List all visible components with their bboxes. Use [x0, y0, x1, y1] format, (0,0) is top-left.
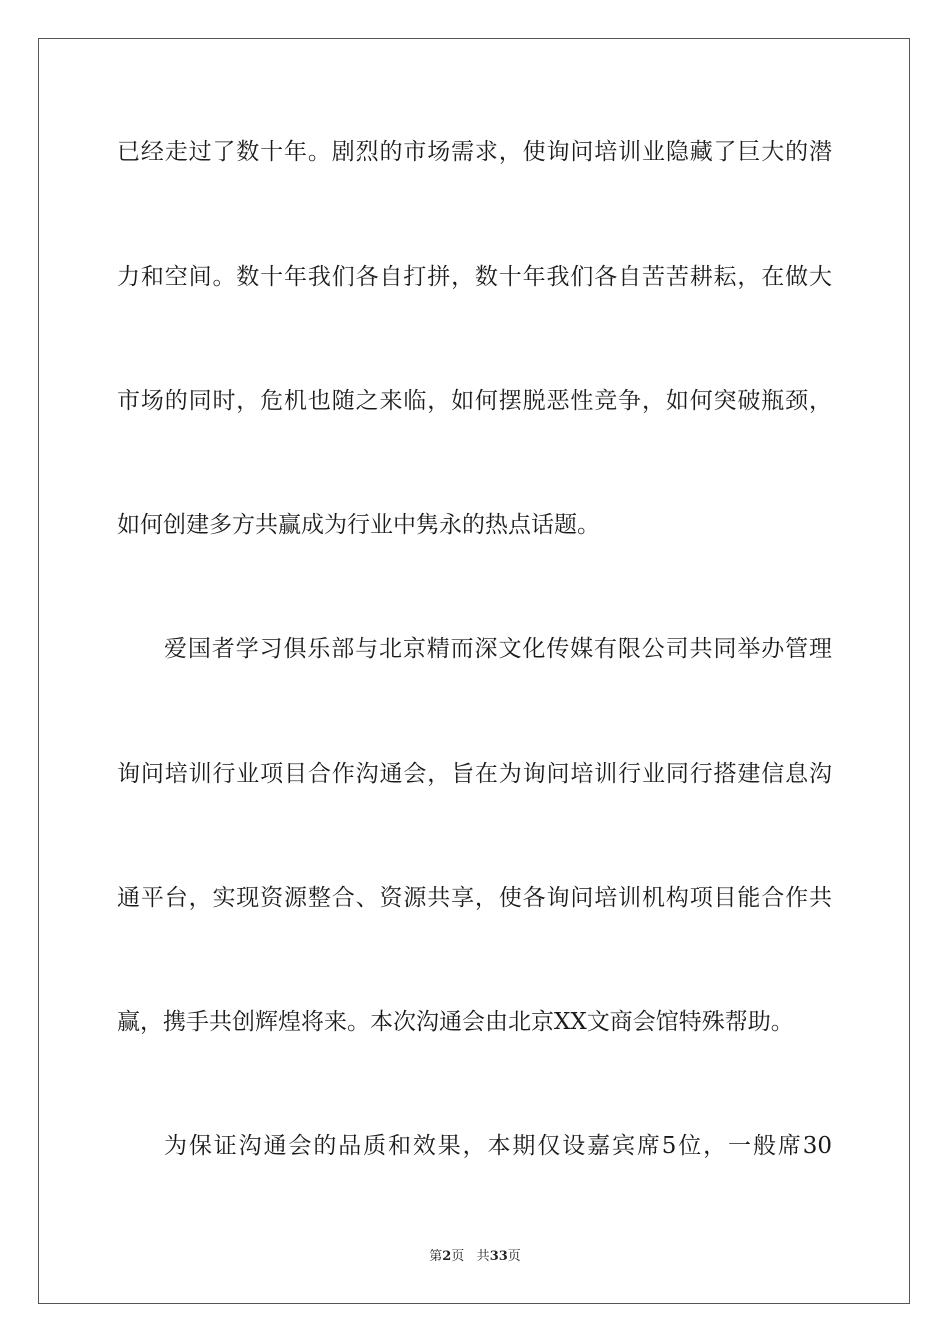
footer-page-suffix: 页 [451, 1249, 465, 1264]
footer-page-number: 2 [442, 1249, 452, 1264]
paragraph-line-8: 赢，携手共创辉煌将来。本次沟通会由北京XX文商会馆特殊帮助。 [117, 1009, 794, 1035]
footer-total-pages: 33 [489, 1249, 508, 1264]
footer-total-prefix: 共 [476, 1249, 490, 1264]
paragraph-line-9: 为保证沟通会的品质和效果，本期仅设嘉宾席5位，一般席30 [164, 1133, 832, 1159]
paragraph-line-4: 如何创建多方共赢成为行业中隽永的热点话题。 [117, 512, 600, 538]
paragraph-line-1: 已经走过了数十年。剧烈的市场需求，使询问培训业隐藏了巨大的潜 [117, 139, 832, 165]
paragraph-line-5: 爱国者学习俱乐部与北京精而深文化传媒有限公司共同举办管理 [164, 636, 832, 662]
paragraph-line-3: 市场的同时，危机也随之来临，如何摆脱恶性竞争，如何突破瓶颈， [117, 388, 832, 414]
paragraph-line-2: 力和空间。数十年我们各自打拼，数十年我们各自苦苦耕耘，在做大 [117, 264, 832, 290]
paragraph-line-7: 通平台，实现资源整合、资源共享，使各询问培训机构项目能合作共 [117, 885, 832, 911]
paragraph-line-6: 询问培训行业项目合作沟通会，旨在为询问培训行业同行搭建信息沟 [117, 761, 832, 787]
page-border [38, 38, 910, 1304]
footer-total-suffix: 页 [507, 1249, 521, 1264]
footer-page-prefix: 第 [429, 1249, 443, 1264]
page-footer [0, 1248, 950, 1266]
